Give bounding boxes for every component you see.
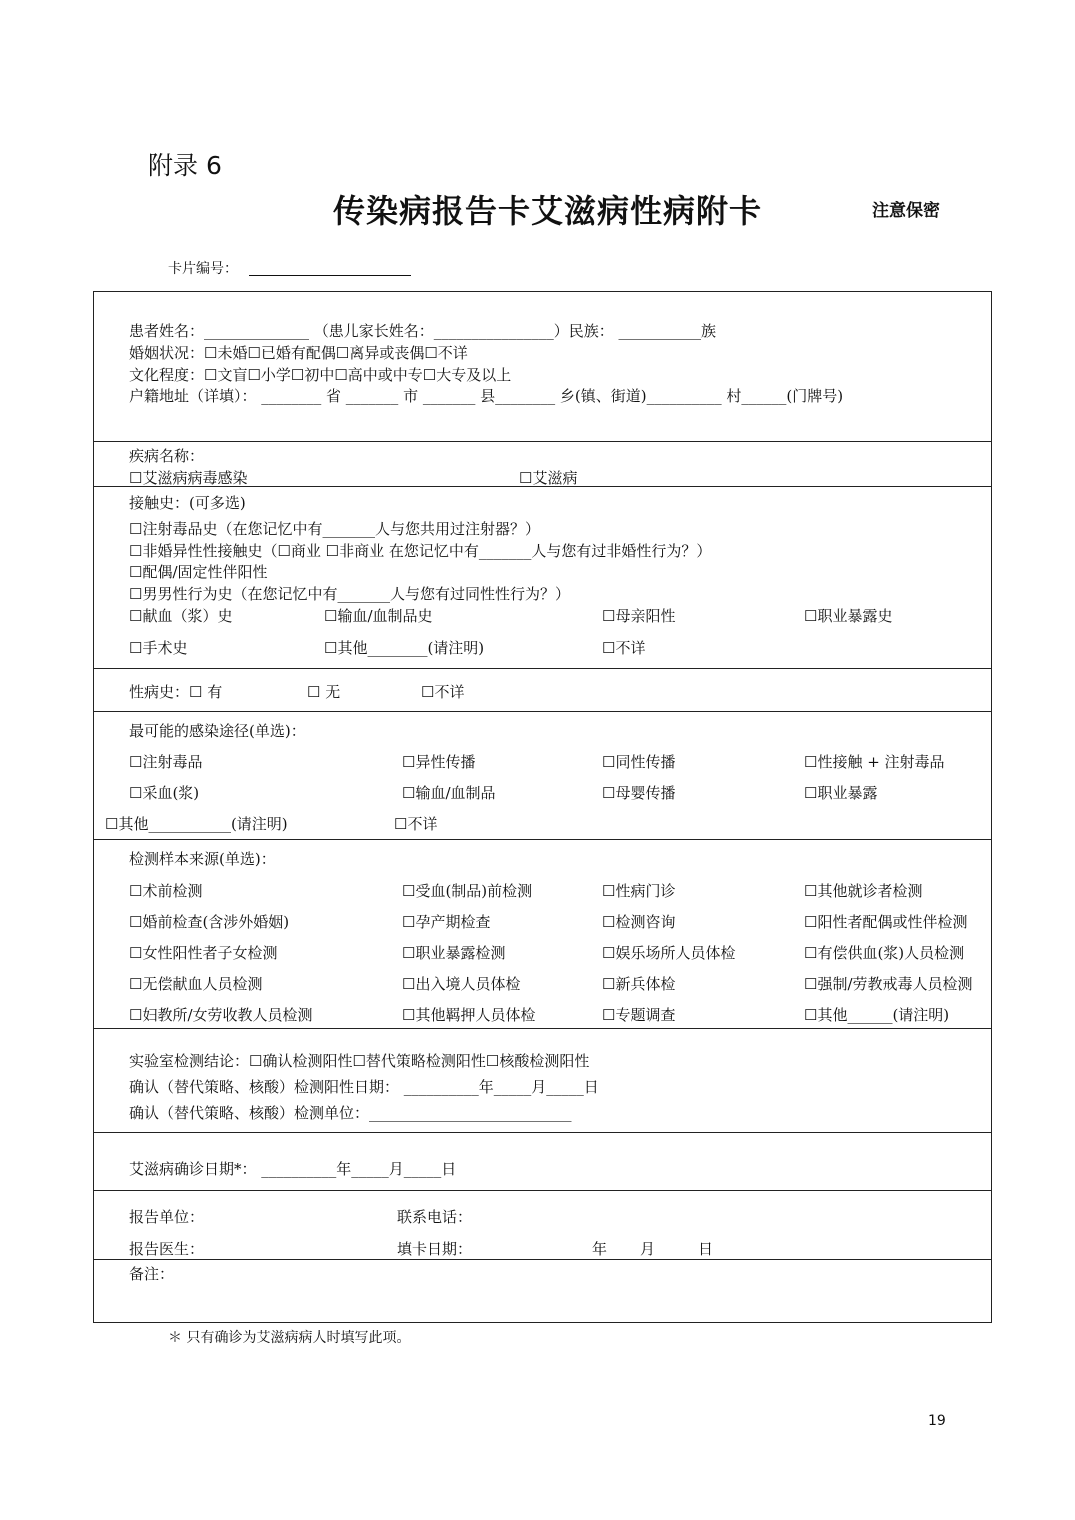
sample-option[interactable]: ☐无偿献血人员检测 — [129, 975, 263, 993]
remarks-label: 备注： — [129, 1265, 175, 1283]
std-history-no[interactable]: ☐ 无 — [307, 683, 341, 701]
divider — [93, 1028, 992, 1029]
route-option[interactable]: ☐性接触 + 注射毒品 — [804, 753, 945, 771]
fill-date-month[interactable]: 月 — [640, 1240, 656, 1258]
hiv-infection-checkbox[interactable]: ☐艾滋病病毒感染 — [129, 469, 248, 487]
spouse-positive-checkbox[interactable]: ☐配偶/固定性伴阳性 — [129, 563, 268, 581]
card-number-field[interactable] — [249, 275, 411, 276]
marital-status[interactable]: 婚姻状况：☐未婚☐已婚有配偶☐离异或丧偶☐不详 — [129, 344, 468, 362]
lab-test-unit[interactable]: 确认（替代策略、核酸）检测单位：___________________________ — [129, 1104, 572, 1122]
sample-option[interactable]: ☐婚前检查(含涉外婚姻) — [129, 913, 290, 931]
sample-option[interactable]: ☐受血(制品)前检测 — [402, 882, 533, 900]
report-doctor-label: 报告医生： — [129, 1240, 205, 1258]
form-title: 传染病报告卡艾滋病性病附卡 — [333, 192, 763, 230]
route-option[interactable]: ☐注射毒品 — [129, 753, 203, 771]
fill-date-year[interactable]: 年 — [592, 1240, 608, 1258]
appendix-label: 附录 6 — [148, 151, 222, 180]
divider — [93, 441, 992, 442]
sample-option[interactable]: ☐其他______(请注明) — [804, 1006, 950, 1024]
route-option[interactable]: ☐母婴传播 — [602, 784, 676, 802]
page-number: 19 — [928, 1413, 946, 1429]
education-level[interactable]: 文化程度：☐文盲☐小学☐初中☐高中或中专☐大专及以上 — [129, 366, 512, 384]
sample-option[interactable]: ☐阳性者配偶或性伴检测 — [804, 913, 968, 931]
contact-option[interactable]: ☐其他________(请注明) — [324, 639, 485, 657]
household-address[interactable]: 户籍地址（详填）： ________ 省 _______ 市 _______ 县________ 乡(镇、街道)__________ 村______(门牌号) — [129, 387, 844, 405]
divider — [93, 839, 992, 840]
divider — [93, 711, 992, 712]
aids-diagnosis-date[interactable]: 艾滋病确诊日期*： __________年_____月_____日 — [129, 1160, 457, 1178]
route-option[interactable]: ☐同性传播 — [602, 753, 676, 771]
fill-date-label: 填卡日期： — [397, 1240, 473, 1258]
contact-option[interactable]: ☐输血/血制品史 — [324, 607, 433, 625]
sample-option[interactable]: ☐娱乐场所人员体检 — [602, 944, 736, 962]
route-option[interactable]: ☐职业暴露 — [804, 784, 878, 802]
contact-option[interactable]: ☐母亲阳性 — [602, 607, 676, 625]
sample-option[interactable]: ☐专题调查 — [602, 1006, 676, 1024]
divider — [93, 668, 992, 669]
sample-option[interactable]: ☐术前检测 — [129, 882, 203, 900]
aids-checkbox[interactable]: ☐艾滋病 — [519, 469, 578, 487]
std-history-unknown[interactable]: ☐不详 — [421, 683, 465, 701]
sample-option[interactable]: ☐孕产期检查 — [402, 913, 491, 931]
sample-option[interactable]: ☐新兵体检 — [602, 975, 676, 993]
sample-option[interactable]: ☐其他羁押人员体检 — [402, 1006, 536, 1024]
sample-option[interactable]: ☐其他就诊者检测 — [804, 882, 923, 900]
sample-option[interactable]: ☐妇教所/女劳收教人员检测 — [129, 1006, 313, 1024]
confidential-mark: 注意保密 — [872, 201, 940, 221]
sample-option[interactable]: ☐有偿供血(浆)人员检测 — [804, 944, 965, 962]
divider — [93, 1259, 992, 1260]
std-history-yes[interactable]: 性病史：☐ 有 — [129, 683, 223, 701]
route-option[interactable]: ☐输血/血制品 — [402, 784, 496, 802]
contact-history-label: 接触史：(可多选) — [129, 494, 246, 512]
lab-conclusion[interactable]: 实验室检测结论：☐确认检测阳性☐替代策略检测阳性☐核酸检测阳性 — [129, 1052, 590, 1070]
divider — [93, 1190, 992, 1191]
route-option[interactable]: ☐异性传播 — [402, 753, 476, 771]
divider — [93, 1132, 992, 1133]
contact-phone-label: 联系电话： — [397, 1208, 473, 1226]
sample-option[interactable]: ☐女性阳性者子女检测 — [129, 944, 278, 962]
fill-date-day[interactable]: 日 — [698, 1240, 714, 1258]
report-unit-label: 报告单位： — [129, 1208, 205, 1226]
route-label: 最可能的感染途径(单选)： — [129, 722, 306, 740]
sample-option[interactable]: ☐检测咨询 — [602, 913, 676, 931]
footnote: ＊ 只有确诊为艾滋病病人时填写此项。 — [168, 1330, 411, 1346]
patient-name-line[interactable]: 患者姓名：______________ （患儿家长姓名：________________）民族： ___________族 — [129, 322, 717, 340]
contact-option[interactable]: ☐献血（浆）史 — [129, 607, 233, 625]
sample-option[interactable]: ☐性病门诊 — [602, 882, 676, 900]
msm-history-checkbox[interactable]: ☐男男性行为史（在您记忆中有_______人与您有过同性性行为？） — [129, 585, 570, 603]
disease-label: 疾病名称： — [129, 447, 205, 465]
route-unknown[interactable]: ☐不详 — [394, 815, 438, 833]
card-number-label: 卡片编号： — [168, 261, 238, 277]
route-other[interactable]: ☐其他___________(请注明) — [105, 815, 288, 833]
contact-option[interactable]: ☐手术史 — [129, 639, 188, 657]
sample-option[interactable]: ☐出入境人员体检 — [402, 975, 521, 993]
contact-option[interactable]: ☐职业暴露史 — [804, 607, 893, 625]
contact-option[interactable]: ☐不详 — [602, 639, 646, 657]
injection-history-checkbox[interactable]: ☐注射毒品史（在您记忆中有_______人与您共用过注射器？） — [129, 520, 540, 538]
lab-positive-date[interactable]: 确认（替代策略、核酸）检测阳性日期： __________年_____月_____日 — [129, 1078, 599, 1096]
sample-option[interactable]: ☐职业暴露检测 — [402, 944, 506, 962]
route-option[interactable]: ☐采血(浆) — [129, 784, 200, 802]
heterosexual-contact-checkbox[interactable]: ☐非婚异性性接触史（☐商业 ☐非商业 在您记忆中有_______人与您有过非婚性行为？） — [129, 542, 712, 560]
sample-source-label: 检测样本来源(单选)： — [129, 850, 276, 868]
sample-option[interactable]: ☐强制/劳教戒毒人员检测 — [804, 975, 973, 993]
